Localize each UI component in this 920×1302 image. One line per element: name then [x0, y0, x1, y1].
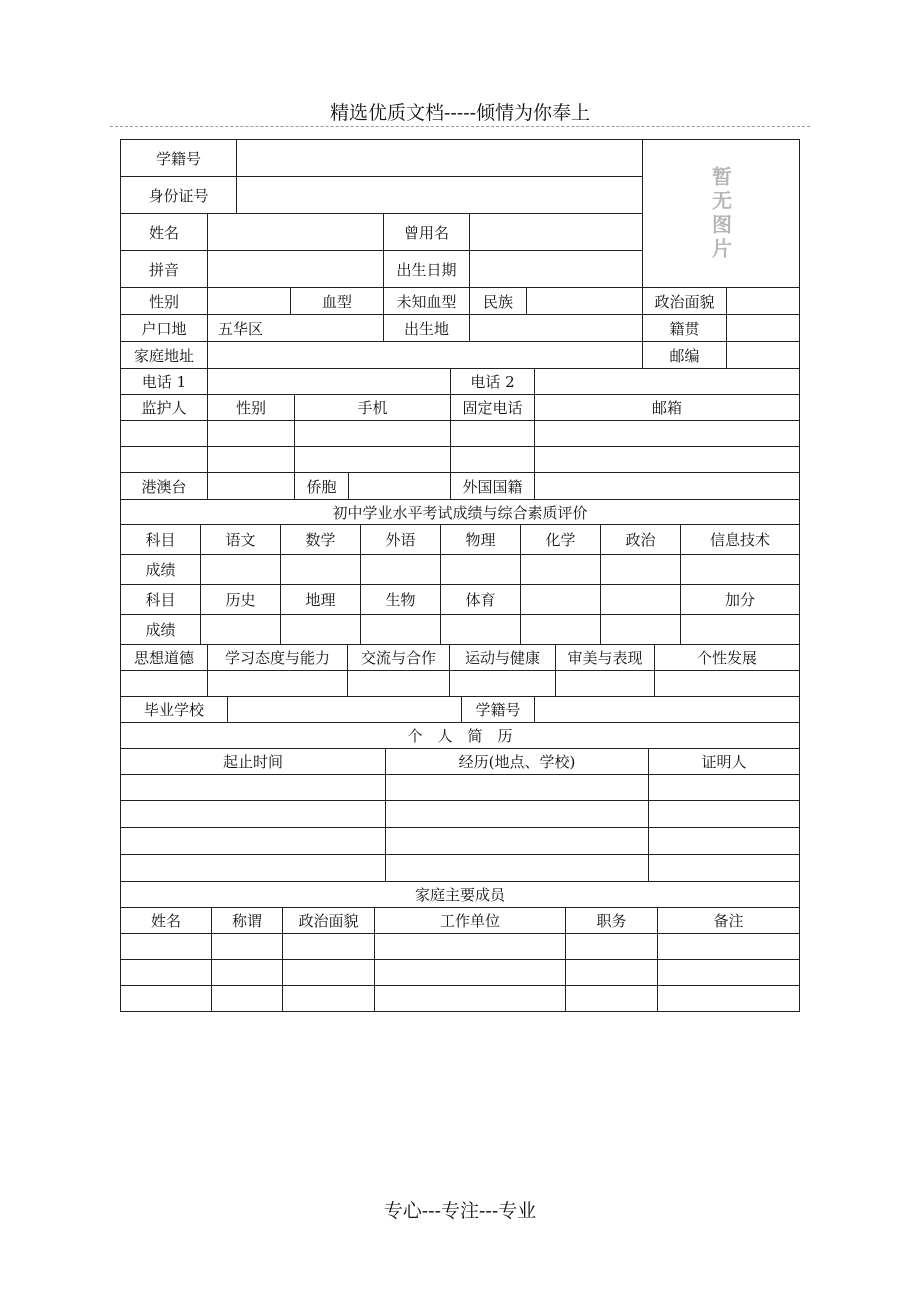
score-cell[interactable]: [601, 615, 681, 645]
guardian-mobile-cell[interactable]: [295, 421, 451, 447]
label-overseas-chinese: 侨胞: [295, 473, 349, 500]
family-cell[interactable]: [566, 986, 658, 1011]
family-cell[interactable]: [283, 986, 375, 1011]
subject-it: 信息技术: [681, 525, 799, 555]
quality-cell[interactable]: [121, 671, 208, 697]
guardian-name-cell[interactable]: [121, 421, 208, 447]
guardian-email-cell[interactable]: [535, 421, 799, 447]
resume-cell[interactable]: [121, 801, 386, 828]
label-birth-date: 出生日期: [384, 251, 470, 288]
label-graduate-school: 毕业学校: [121, 697, 228, 723]
score-cell[interactable]: [281, 615, 361, 645]
resume-header-experience: 经历(地点、学校): [386, 749, 649, 775]
score-cell[interactable]: [281, 555, 361, 585]
birthplace-field[interactable]: [470, 315, 643, 342]
quality-cell[interactable]: [655, 671, 799, 697]
guardian-mobile-cell[interactable]: [295, 447, 451, 473]
quality-cell[interactable]: [208, 671, 348, 697]
label-score: 成绩: [121, 555, 201, 585]
label-phone2: 电话 2: [451, 369, 535, 395]
quality-moral: 思想道德: [121, 645, 208, 671]
label-home-address: 家庭地址: [121, 342, 208, 369]
subject-math: 数学: [281, 525, 361, 555]
guardian-email-cell[interactable]: [535, 447, 799, 473]
label-subject: 科目: [121, 525, 201, 555]
quality-learning: 学习态度与能力: [208, 645, 348, 671]
family-cell[interactable]: [658, 960, 799, 986]
resume-cell[interactable]: [386, 855, 649, 882]
native-place-field[interactable]: [727, 315, 799, 342]
label-former-name: 曾用名: [384, 214, 470, 251]
former-name-field[interactable]: [470, 214, 643, 251]
subject-bonus: 加分: [681, 585, 799, 615]
score-cell[interactable]: [681, 615, 799, 645]
label-foreign-nationality: 外国国籍: [451, 473, 535, 500]
score-cell[interactable]: [441, 615, 521, 645]
score-cell[interactable]: [601, 555, 681, 585]
resume-header-witness: 证明人: [649, 749, 799, 775]
score-cell[interactable]: [201, 615, 281, 645]
label-score: 成绩: [121, 615, 201, 645]
resume-cell[interactable]: [121, 828, 386, 855]
id-number-field[interactable]: [237, 177, 643, 214]
label-landline: 固定电话: [451, 395, 535, 421]
overseas-chinese-field[interactable]: [349, 473, 451, 500]
family-header-remarks: 备注: [658, 908, 799, 934]
resume-section-title: 个 人 简 历: [121, 723, 799, 749]
family-header-name: 姓名: [121, 908, 212, 934]
name-field[interactable]: [208, 214, 384, 251]
blood-type-value[interactable]: 未知血型: [384, 288, 470, 315]
resume-cell[interactable]: [649, 801, 799, 828]
family-header-position: 职务: [566, 908, 658, 934]
label-phone1: 电话 1: [121, 369, 208, 395]
family-cell[interactable]: [121, 960, 212, 986]
graduate-school-field[interactable]: [228, 697, 462, 723]
family-header-relation: 称谓: [212, 908, 283, 934]
family-cell[interactable]: [658, 934, 799, 960]
resume-cell[interactable]: [386, 775, 649, 801]
quality-personality: 个性发展: [655, 645, 799, 671]
score-cell[interactable]: [441, 555, 521, 585]
label-birthplace: 出生地: [384, 315, 470, 342]
postcode-field[interactable]: [727, 342, 799, 369]
student-id-field[interactable]: [237, 140, 643, 177]
page-header: 精选优质文档-----倾情为你奉上: [329, 102, 591, 124]
family-cell[interactable]: [283, 960, 375, 986]
exam-section-title: 初中学业水平考试成绩与综合素质评价: [121, 500, 799, 525]
guardian-gender-cell[interactable]: [208, 421, 295, 447]
resume-cell[interactable]: [649, 775, 799, 801]
page-footer: 专心---专注---专业: [383, 1200, 537, 1222]
label-hk-macao-tw: 港澳台: [121, 473, 208, 500]
score-cell[interactable]: [361, 615, 441, 645]
guardian-landline-cell[interactable]: [451, 421, 535, 447]
family-cell[interactable]: [375, 986, 566, 1011]
label-guardian: 监护人: [121, 395, 208, 421]
score-cell[interactable]: [361, 555, 441, 585]
subject-blank: [521, 585, 601, 615]
subject-chemistry: 化学: [521, 525, 601, 555]
resume-cell[interactable]: [649, 855, 799, 882]
subject-politics: 政治: [601, 525, 681, 555]
family-cell[interactable]: [375, 934, 566, 960]
family-section-title: 家庭主要成员: [121, 882, 799, 908]
pinyin-field[interactable]: [208, 251, 384, 288]
family-cell[interactable]: [658, 986, 799, 1011]
family-cell[interactable]: [121, 986, 212, 1011]
quality-cell[interactable]: [348, 671, 450, 697]
photo-placeholder-text: 暂无图片: [708, 165, 733, 262]
subject-physics: 物理: [441, 525, 521, 555]
label-pinyin: 拼音: [121, 251, 208, 288]
guardian-name-cell[interactable]: [121, 447, 208, 473]
family-cell[interactable]: [121, 934, 212, 960]
subject-biology: 生物: [361, 585, 441, 615]
subject-blank: [601, 585, 681, 615]
family-cell[interactable]: [212, 934, 283, 960]
label-guardian-gender: 性别: [208, 395, 295, 421]
score-cell[interactable]: [201, 555, 281, 585]
score-cell[interactable]: [521, 555, 601, 585]
label-postcode: 邮编: [643, 342, 727, 369]
ethnicity-field[interactable]: [527, 288, 643, 315]
gender-field[interactable]: [208, 288, 291, 315]
label-mobile: 手机: [295, 395, 451, 421]
header-divider: [110, 126, 810, 127]
foreign-nationality-field[interactable]: [535, 473, 799, 500]
political-status-field[interactable]: [727, 288, 799, 315]
label-graduate-student-id: 学籍号: [462, 697, 535, 723]
family-cell[interactable]: [566, 960, 658, 986]
subject-foreign-language: 外语: [361, 525, 441, 555]
resume-header-period: 起止时间: [121, 749, 386, 775]
quality-communication: 交流与合作: [348, 645, 450, 671]
subject-pe: 体育: [441, 585, 521, 615]
quality-sports: 运动与健康: [450, 645, 556, 671]
resume-cell[interactable]: [386, 801, 649, 828]
guardian-gender-cell[interactable]: [208, 447, 295, 473]
family-header-political: 政治面貌: [283, 908, 375, 934]
photo-placeholder[interactable]: [643, 140, 799, 288]
label-subject: 科目: [121, 585, 201, 615]
label-email: 邮箱: [535, 395, 799, 421]
resume-cell[interactable]: [121, 775, 386, 801]
resume-cell[interactable]: [121, 855, 386, 882]
resume-cell[interactable]: [386, 828, 649, 855]
label-political-status: 政治面貌: [643, 288, 727, 315]
household-field[interactable]: 五华区: [208, 315, 384, 342]
score-cell[interactable]: [521, 615, 601, 645]
label-ethnicity: 民族: [470, 288, 527, 315]
family-cell[interactable]: [212, 960, 283, 986]
hk-macao-tw-field[interactable]: [208, 473, 295, 500]
guardian-landline-cell[interactable]: [451, 447, 535, 473]
quality-cell[interactable]: [556, 671, 655, 697]
label-student-id: 学籍号: [121, 140, 237, 177]
birth-date-field[interactable]: [470, 251, 643, 288]
family-cell[interactable]: [566, 934, 658, 960]
label-name: 姓名: [121, 214, 208, 251]
label-blood-type: 血型: [291, 288, 384, 315]
quality-cell[interactable]: [450, 671, 556, 697]
subject-history: 历史: [201, 585, 281, 615]
family-cell[interactable]: [212, 986, 283, 1011]
phone2-field[interactable]: [535, 369, 799, 395]
label-id-number: 身份证号: [121, 177, 237, 214]
score-cell[interactable]: [681, 555, 799, 585]
label-household: 户口地: [121, 315, 208, 342]
label-gender: 性别: [121, 288, 208, 315]
graduate-student-id-field[interactable]: [535, 697, 799, 723]
home-address-field[interactable]: [208, 342, 643, 369]
student-registration-form: [120, 139, 800, 1012]
resume-cell[interactable]: [649, 828, 799, 855]
subject-geography: 地理: [281, 585, 361, 615]
phone1-field[interactable]: [208, 369, 451, 395]
family-cell[interactable]: [283, 934, 375, 960]
family-header-employer: 工作单位: [375, 908, 566, 934]
family-cell[interactable]: [375, 960, 566, 986]
quality-aesthetics: 审美与表现: [556, 645, 655, 671]
label-native-place: 籍贯: [643, 315, 727, 342]
subject-chinese: 语文: [201, 525, 281, 555]
